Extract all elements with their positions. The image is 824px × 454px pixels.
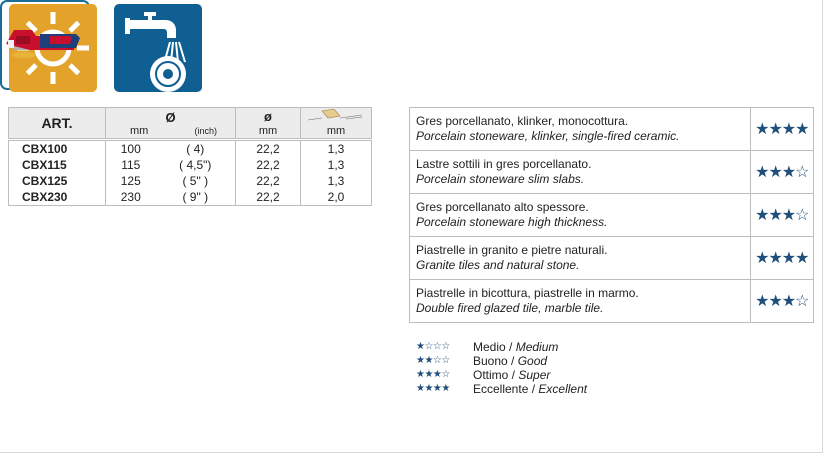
rating-legend — [416, 340, 587, 396]
diameter-mm: 100 — [106, 140, 156, 158]
diameter-symbol: Ø — [165, 110, 176, 125]
table-row — [9, 189, 372, 206]
legend-it: Eccellente — [473, 382, 529, 396]
application-it: Piastrelle in granito e pietre naturali. — [416, 243, 608, 257]
diameter-inch: ( 5" ) — [156, 173, 236, 189]
art-code: CBX125 — [9, 173, 106, 189]
thickness-value: 1,3 — [301, 140, 372, 158]
legend-stars: ★☆☆☆ — [416, 341, 450, 352]
table-row — [9, 173, 372, 189]
legend-separator: / — [528, 382, 539, 396]
art-code: CBX115 — [9, 157, 106, 173]
application-row — [410, 151, 814, 194]
bore-header — [236, 108, 301, 140]
thickness-unit: mm — [326, 125, 346, 137]
legend-separator: / — [508, 368, 519, 382]
bore-value: 22,2 — [236, 173, 301, 189]
legend-en: Medium — [515, 340, 559, 354]
rating-stars: ★★★★ — [750, 108, 813, 151]
legend-stars: ★★☆☆ — [416, 355, 450, 366]
thickness-value: 1,3 — [301, 173, 372, 189]
application-row — [410, 108, 814, 151]
rating-stars: ★★★☆ — [750, 280, 813, 323]
spec-table-header-row — [9, 108, 372, 140]
table-row — [9, 157, 372, 173]
diameter-inch: ( 4) — [156, 140, 236, 158]
angle-grinder-icon — [0, 0, 90, 90]
legend-item — [416, 354, 587, 368]
table-row — [9, 140, 372, 158]
diameter-unit-inch: (inch) — [194, 126, 217, 136]
legend-item — [416, 382, 587, 396]
water-tap-icon — [114, 4, 202, 92]
application-description — [410, 194, 751, 237]
thickness-value: 2,0 — [301, 189, 372, 206]
legend-it: Buono — [473, 354, 508, 368]
thickness-value: 1,3 — [301, 157, 372, 173]
bore-symbol: ø — [264, 108, 272, 124]
legend-stars: ★★★★ — [416, 383, 450, 394]
application-en: Double fired glazed tile, marble tile. — [416, 301, 604, 315]
thickness-icon — [306, 109, 366, 123]
diameter-header — [106, 108, 236, 140]
legend-stars: ★★★☆ — [416, 369, 450, 380]
rating-stars: ★★★☆ — [750, 151, 813, 194]
rating-stars: ★★★★ — [750, 237, 813, 280]
diameter-inch: ( 4,5") — [156, 157, 236, 173]
bore-unit: mm — [258, 124, 278, 137]
legend-it: Medio — [473, 340, 506, 354]
application-row — [410, 280, 814, 323]
legend-en: Excellent — [538, 382, 588, 396]
application-en: Porcelain stoneware, klinker, single-fired ceramic. — [416, 129, 680, 143]
applications-table — [409, 107, 814, 323]
application-row — [410, 237, 814, 280]
diameter-unit-mm: mm — [130, 125, 149, 137]
art-code: CBX230 — [9, 189, 106, 206]
legend-separator: / — [505, 340, 516, 354]
bore-value: 22,2 — [236, 140, 301, 158]
application-row — [410, 194, 814, 237]
application-description — [410, 280, 751, 323]
diameter-mm: 230 — [106, 189, 156, 206]
application-description — [410, 237, 751, 280]
diameter-mm: 125 — [106, 173, 156, 189]
legend-separator: / — [507, 354, 518, 368]
legend-item — [416, 340, 587, 354]
application-it: Lastre sottili in gres porcellanato. — [416, 157, 592, 171]
legend-item — [416, 368, 587, 382]
legend-en: Super — [518, 368, 551, 382]
spec-table — [8, 107, 372, 206]
application-en: Porcelain stoneware slim slabs. — [416, 172, 585, 186]
diameter-mm: 115 — [106, 157, 156, 173]
application-it: Gres porcellanato, klinker, monocottura. — [416, 114, 629, 128]
application-description — [410, 151, 751, 194]
diameter-inch: ( 9" ) — [156, 189, 236, 206]
application-it: Piastrelle in bicottura, piastrelle in marmo. — [416, 286, 639, 300]
thickness-header — [301, 108, 372, 140]
art-header: ART. — [9, 108, 106, 140]
application-description — [410, 108, 751, 151]
application-en: Granite tiles and natural stone. — [416, 258, 580, 272]
application-it: Gres porcellanato alto spessore. — [416, 200, 589, 214]
art-code: CBX100 — [9, 140, 106, 158]
bore-value: 22,2 — [236, 157, 301, 173]
legend-en: Good — [517, 354, 548, 368]
application-en: Porcelain stoneware high thickness. — [416, 215, 608, 229]
legend-it: Ottimo — [473, 368, 509, 382]
bore-value: 22,2 — [236, 189, 301, 206]
rating-stars: ★★★☆ — [750, 194, 813, 237]
